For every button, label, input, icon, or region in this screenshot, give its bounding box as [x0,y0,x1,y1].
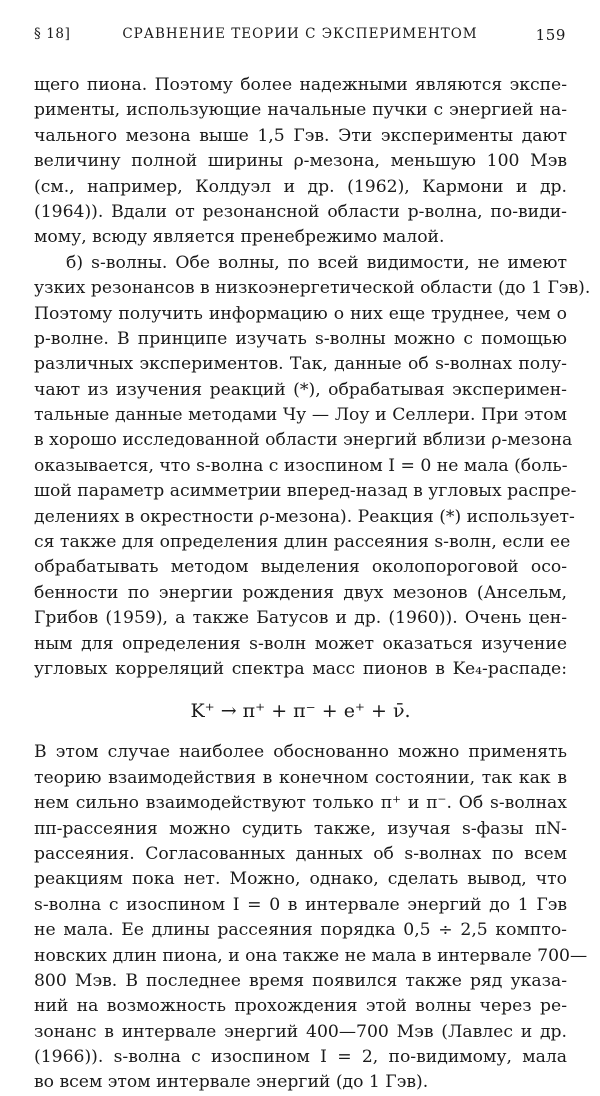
text-line: (1966)). s-волна с изоспином I = 2, по-видимому, мала [34,1047,567,1068]
text-line: новских длин пиона, и она также не мала в интервале 700— [34,945,588,966]
text-line: шой параметр асимметрии вперед-назад в угловых распре- [34,481,577,502]
text-line: зонанс в интервале энергий 400—700 Мэв (Лавлес и др. [34,1021,567,1042]
text-line: в хорошо исследованной области энергий вблизи ρ-мезона [34,430,573,451]
text-line: щего пиона. Поэтому более надежными являются экспе- [34,75,567,95]
text-line: реакциям пока нет. Можно, однако, сделать вывод, что [34,869,567,890]
section-marker: § 18] [34,26,71,42]
text-line: Грибов (1959), а также Батусов и др. (1960)). Очень цен- [34,608,567,629]
text-line: s-волна с изоспином I = 0 в интервале энергий до 1 Гэв [34,894,567,915]
text-line: (1964)). Вдали от резонансной области p-волна, по-види- [34,201,567,222]
text-line: рименты, использующие начальные пучки с энергией на- [34,100,567,121]
decay-formula: K⁺ → π⁺ + π⁻ + e⁺ + ν̄. [190,700,411,723]
text-line: чают из изучения реакций (*), обрабатывая эксперимен- [34,379,567,400]
text-line: 800 Мэв. В последнее время появился также ряд указа- [34,970,567,991]
running-title: СРАВНЕНИЕ ТЕОРИИ С ЭКСПЕРИМЕНТОМ [122,26,478,42]
text-line: во всем этом интервале энергий (до 1 Гэв). [34,1072,429,1093]
text-line: делениях в окрестности ρ-мезона). Реакция (*) использует- [34,506,575,527]
text-line: угловых корреляций спектра масс пионов в Ke₄-распаде: [34,658,567,679]
text-line: тальные данные методами Чу — Лоу и Селлери. При этом [34,405,567,426]
text-line: различных экспериментов. Так, данные об s-волнах полу- [34,354,567,375]
text-line: Поэтому получить информацию о них еще труднее, чем о [34,303,567,324]
paragraph-1 [34,73,567,251]
text-line: б) s-волны. Обе волны, по всей видимости, не имеют [66,252,567,273]
text-line: чального мезона выше 1,5 Гэв. Эти эксперименты дают [34,125,567,146]
text-line: p-волне. В принципе изучать s-волны можно с помощью [34,328,567,349]
text-line: бенности по энергии рождения двух мезонов (Ансельм, [34,582,567,603]
page-number: 159 [535,26,566,44]
text-line: узких резонансов в низкоэнергетической области (до 1 Гэв). [34,278,591,299]
text-line: В этом случае наиболее обоснованно можно применять [34,742,567,763]
text-line: теорию взаимодействия в конечном состоянии, так как в [34,767,567,788]
paragraph-2 [34,251,591,683]
text-line: величину полной ширины ρ-мезона, меньшую 100 Мэв [34,151,567,172]
text-line: мому, всюду является пренебрежимо малой. [34,227,445,248]
text-line: ππ-рассеяния можно судить также, изучая s-фазы πN- [34,818,567,839]
page-body [34,73,591,1096]
text-line: ний на возможность прохождения этой волны через ре- [34,996,567,1017]
text-line: обрабатывать методом выделения околопороговой осо- [34,557,567,578]
text-line: ся также для определения длин рассеяния s-волн, если ее [34,532,571,553]
text-line: ным для определения s-волн может оказаться изучение [34,633,567,654]
text-line: оказывается, что s-волна с изоспином I = 0 не мала (боль- [34,455,568,476]
paragraph-3 [34,740,588,1095]
text-line: рассеяния. Согласованных данных об s-волнах по всем [34,843,567,864]
text-line: не мала. Ее длины рассеяния порядка 0,5 ÷ 2,5 компто- [34,920,567,941]
text-line: (см., например, Колдуэл и др. (1962), Кармони и др. [34,176,567,197]
text-line: нем сильно взаимодействуют только π⁺ и π⁻. Об s-волнах [34,793,567,814]
